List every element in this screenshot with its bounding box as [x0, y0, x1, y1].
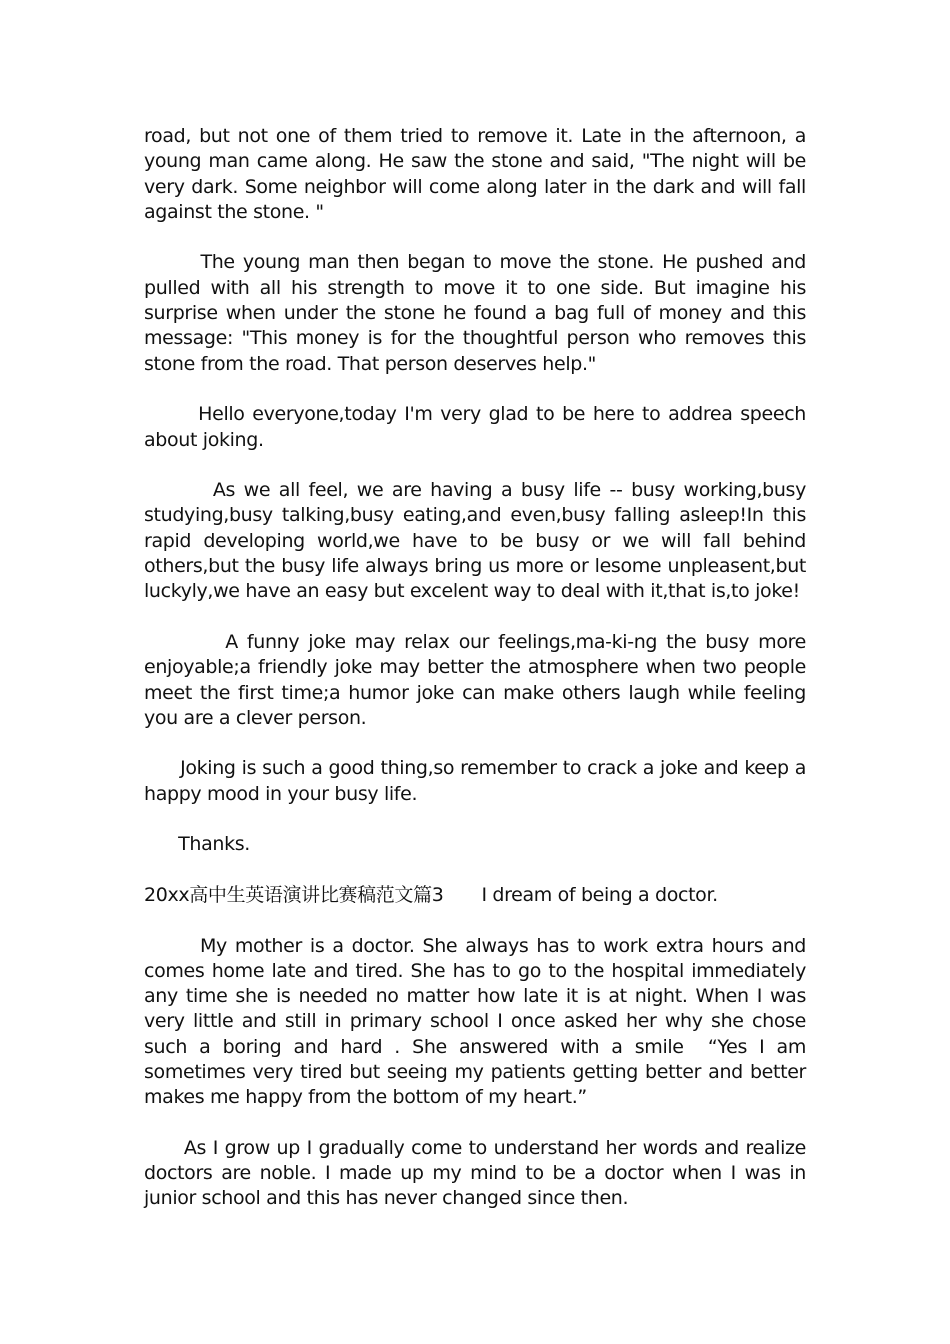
- paragraph-grow-up: As I grow up I gradually come to understand her words and realize doctors are noble. I made up my mind to be a doctor when I was in junior school and this has never changed since then.: [144, 1136, 806, 1210]
- section-heading-title: 20xx高中生英语演讲比赛稿范文篇3: [144, 883, 444, 906]
- paragraph-funny-joke: A funny joke may relax our feelings,ma-ki-ng the busy more enjoyable;a friendly joke may better the atmosphere when two people meet the first time;a humor joke can make others laugh while feeling you are a clever person.: [144, 630, 806, 729]
- paragraph-speech-intro: Hello everyone,today I'm very glad to be here to addrea speech about joking.: [144, 403, 806, 451]
- document-page: [144, 124, 806, 1237]
- paragraph-joking-good-thing: Joking is such a good thing,so remember to crack a joke and keep a happy mood in your busy life.: [144, 757, 806, 805]
- section-heading: [144, 883, 806, 908]
- paragraph-young-man-moves-stone: The young man then began to move the stone. He pushed and pulled with all his strength to move it to one side. But imagine his surprise when under the stone he found a bag full of money and this message: "This money is for the thoughtful person who removes this stone from the road. That person deserves help.": [144, 251, 806, 375]
- paragraph-busy-life: As we all feel, we are having a busy life -- busy working,busy studying,busy talking,busy eating,and even,busy falling asleep!In this rapid developing world,we have to be busy or we will fall behind others,but the busy life always bring us more or lesome unpleasent,but luckyly,we have an easy but excelent way to deal with it,that is,to joke!: [144, 479, 806, 603]
- paragraph-thanks: Thanks.: [144, 833, 250, 856]
- paragraph-mother-doctor: My mother is a doctor. She always has to work extra hours and comes home late and tired. She has to go to the hospital immediately any time she is needed no matter how late it is at night. When I was very little and still in primary school I once asked her why she chose such a boring and hard . She answered with a smile “Yes I am sometimes very tired but seeing my patients getting better and better makes me happy from the bottom of my heart.”: [144, 934, 806, 1109]
- section-heading-subtitle: I dream of being a doctor.: [481, 883, 718, 906]
- paragraph-stone-road: road, but not one of them tried to remove it. Late in the afternoon, a young man came along. He saw the stone and said, "The night will be very dark. Some neighbor will come along later in the dark and will fall against the stone. ": [144, 125, 806, 223]
